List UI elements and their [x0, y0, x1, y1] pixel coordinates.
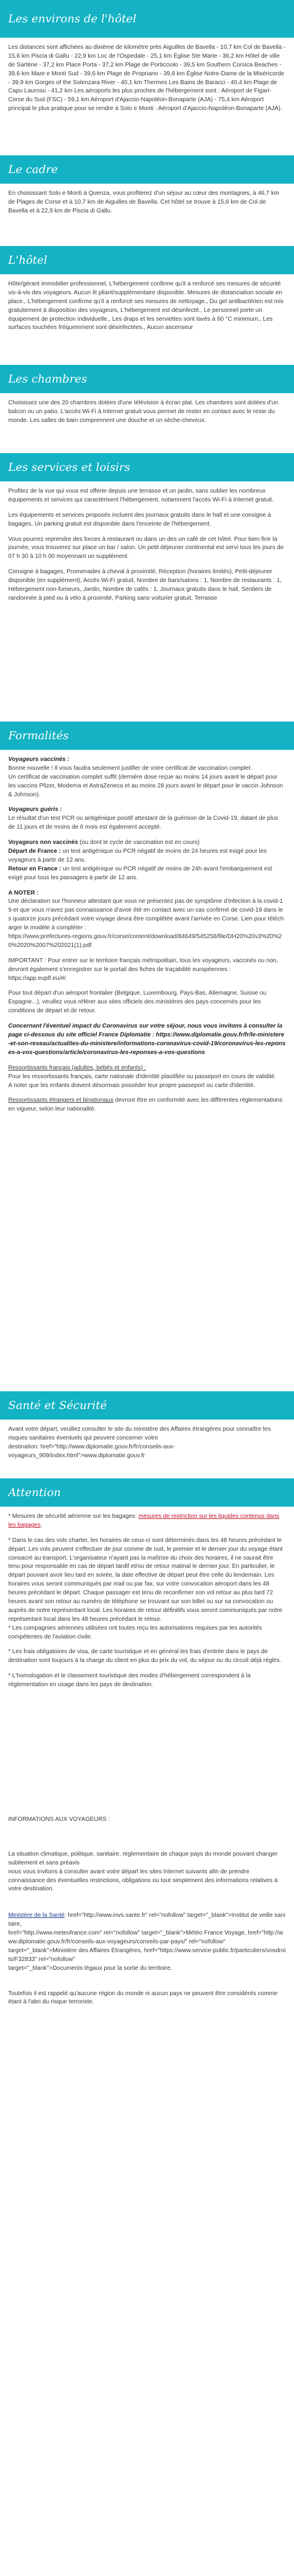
services-text-4: Consigne à bagages, Promenades à cheval à proximité, Réception (horaires limités), Petit-déjeuner disponible (en supplément), Accès Wi-Fi gratuit, Nombre de bars/salons : 1, Nombre de restaurants : 1, Hébergement non-fumeurs, Jardin, Nombre de cafés : 1, Journaux gratuits dans le hall, Sentiers de randonnée à pied ou à vélo à proximité, Parking sans voiturier gratuit, Terrasse [8, 569, 282, 601]
liquides-restriction-link[interactable]: mesures de restriction sur les liquides contenus dans les bagages [8, 1513, 279, 1528]
attention-homologation-text: * L'homologation et le classement touristique des modes d'hébergement correspondent à la réglementation en usage dans les pays de destination. [8, 1673, 251, 1688]
concernant-text: Concernant l'éventuel impact du Coronavirus sur votre séjour, nous vous invitons à consulter la page ci-dessous du site officiel France Diplomatie : https://www.diplomatie.gouv.fr/fr/le-ministere-et-son-reseau/actualites-du-ministere/informations-coronavirus-covid-19/coronavirus-les-reponses-a-vos-questions/article/coronavirus-les-reponses-a-vos-questions [8, 1023, 286, 1056]
section-environs [0, 0, 294, 155]
attention-frais-text: * Les frais obligatoires de visa, de carte touristique et en général les frais d'entrée dans le pays de destination sont toujours à la charge du client en plus du prix du vol, du séjour ou du circuit déjà réglés. [8, 1648, 282, 1664]
vaccines-heading: Voyageurs vaccinés : [8, 756, 69, 763]
section-title-attention: Attention [0, 1478, 294, 1507]
depart-heading: Départ de France : [8, 848, 61, 855]
services-text-1: Profitez de la vue qui vous est offerte depuis une terrasse et un jardin, sans oublier les nombreux équipements et services qui caractérisent l'hébergement, notamment l'accès Wi-Fi à Internet gratuit. [8, 488, 274, 503]
gueris-heading: Voyageurs guéris : [8, 806, 62, 813]
section-title-environs: Les environs de l'hôtel [0, 0, 294, 38]
section-title-chambres: Les chambres [0, 365, 294, 393]
chambres-text: Choisissez une des 20 chambres dotées d'une télévision à écran plat. Les chambres sont dotées d'un balcon ou un patio. L'accès Wi-Fi à Internet gratuit vous permet de rester en contact avec le reste du monde. Les salles de bain comprennent une douche et un sèche-cheveux. [8, 400, 279, 424]
retour-heading: Retour en France : [8, 865, 62, 872]
section-chambres [0, 365, 294, 453]
depart-text: un test antigénique ou PCR négatif de moins de 24 heures est exigé pour les voyageurs à partir de 12 ans. [8, 848, 267, 863]
section-hotel [0, 246, 294, 365]
sante-text: Avant votre départ, veuillez consulter le site du ministère des Affaires étrangères pour connaître les risques sanitaires éventuels qui peuvent concerner votre destination: href="http://www.diplomatie.gouv.fr/fr/conseils-aux-voyageurs_909/index.html">www.diplomatie.gouv.fr [8, 1426, 271, 1459]
terrorisme-text: Toutefois il est rappelé qu'aucune région du monde ni aucun pays ne peuvent être considérés comme étant à l'abri du risque terroriste. [8, 1990, 278, 2006]
section-cadre [0, 155, 294, 246]
section-title-hotel: L'hôtel [0, 246, 294, 274]
hotel-text: Hôte/gérant immobilier professionnel, L'hébergement confirme qu'il a renforcé ses mesures de sécurité vis-à-vis des voyageurs. Aucun lit pliant/supplémentaire disponible. Mesures de distanciation sociale en place., L'hébergement confirme qu'il a renforcé ses mesures de nettoyage., Du gel antibactérien est mis gratuitement à disposition des voyageurs, L'hébergement est désinfecté., Le personnel porte un équipement de protection individuelle., Les draps et les serviettes sont lavés à 60 °C minimum., Les surfaces touchées fréquemment sont désinfectées., Aucun ascenseur [8, 281, 284, 331]
section-title-services: Les services et loisirs [0, 453, 294, 481]
attention-bagages-text: * Mesures de sécurité aérienne sur les bagages: [8, 1513, 139, 1520]
section-formalites [0, 722, 294, 1391]
environs-text: Les distances sont affichées au dixième de kilomètre près Aiguilles de Bavella - 10,7 km Col de Bavella - 15,6 km Piscia di Gallu - 22,9 km Loc de l'Ospedale - 25,1 km Église Ste Marie - 36,2 km Hôtel de ville de Sartène - 37,2 km Place Porta - 37,2 km Plage de Porticciolo - 39,5 km Southern Corsica Beaches - 39,6 km Mare e Monti Sud - 39,6 km Plage de Propriano - 39,8 km Église Notre-Dame de la Miséricorde - 39,9 km Gorges of the Solenzara River - 40,1 km Thermes Les Bains de Baracci - 40,4 km Plage de Capu Laurosu - 41,2 km Les aéroports les plus proches de l'hébergement sont : Aéroport de Figari-Corse du Sud (FSC) - 59,1 km Aéroport d'Ajaccio-Napoléon-Bonaparte (AJA) - 75,4 km Aéroport principal le plus pratique pour se rendre à Solo e Monti : Aéroport d'Ajaccio-Napoléon-Bonaparte (AJA). [8, 44, 286, 112]
informations-text: La situation climatique, politique, sanitaire, réglementaire de chaque pays du monde pouvant changer subitement et sans préavis nous vous invitons à consulter avant votre départ les sites Internet suivants afin de prendre connaissance des éventuelles restrictions, obligations ou tout simplement des informations relatives à votre destination. [8, 1850, 278, 1893]
anoter-text: Une déclaration sur l'honneur attestant que vous ne présentez pas de symptôme d'infection à la covid-19 et que vous n'avez pas connaissance d'avoir été en contact avec un cas confirmé de covid-19 dans les quatorze jours précédant votre voyage devra être complétée avant l'arrivée en Corse. Lien pour télécharger le modèle à compléter : https://www.prefectures-regions.gouv.fr/corse/content/download/84649/545258/file/DH20%20v3%20%20%2020%2007%202021(1).pdf [8, 898, 284, 949]
section-title-cadre: Le cadre [0, 155, 294, 184]
vaccines-text: Bonne nouvelle ! Il vous faudra seulement justifier de votre certificat de vaccination complet. Un certificat de vaccination complet suffit (dernière dose reçue au moins 14 jours avant le départ pour les vaccins Pfizer, Moderna et AstraZeneca et au moins 28 jours avant le départ pour le vaccin Johnson & Johnson). [8, 765, 283, 798]
section-sante [0, 1391, 294, 1478]
services-text-2: Les équipements et services proposés incluent des journaux gratuits dans le hall et une consigne à bagages. Un parking gratuit est disponible dans l'enceinte de l'hébergement. [8, 511, 271, 527]
ressortissants-etrangers-text: devront être en conformité avec les différentes réglementations en vigueur, selon leur nationalité. [8, 1097, 283, 1113]
section-services [0, 453, 294, 722]
section-title-sante: Santé et Sécurité [0, 1391, 294, 1420]
ministere-sante-link[interactable]: Ministère de la Santé [8, 1912, 65, 1919]
section-informations [0, 1816, 294, 2007]
important-text: IMPORTANT : Pour entrer sur le territoire français métropolitain, tous les voyageurs, vaccinés ou non, devront également s'enregistrer sur le portail des fiches de traçabilité européennes : https://app.euplf.eu/#/ [8, 957, 278, 982]
pourtout-text: Pour tout départ d'un aéroport frontalier (Belgique, Luxembourg, Pays-Bas, Allemagne, Suisse ou Espagne...), veuillez vous référer aux sites officiels des ministères des pays concernés pour les conditions de départ et de retour. [8, 990, 267, 1015]
ressortissants-francais-text: Pour les ressortissants français, carte nationale d'identité plastifiée ou passeport en cours de validité. A noter que les enfants doivent désormais posséder leur propre passeport ou carte d'identité. [8, 1073, 276, 1089]
nonvacc-heading: Voyageurs non vaccinés [8, 839, 78, 846]
informations-heading: INFORMATIONS AUX VOYAGEURS : [8, 1816, 110, 1823]
ressortissants-etrangers-link[interactable]: Ressortissants étrangers et binationaux [8, 1097, 113, 1104]
nonvacc-rest: (ou dont le cycle de vaccination est en cours) [78, 839, 200, 846]
section-title-formalites: Formalités [0, 722, 294, 750]
ressortissants-francais-link[interactable]: Ressortissants français (adultes, bébés et enfants) : [8, 1064, 146, 1071]
retour-text: un test antigénique ou PCR négatif de moins de 24h avant l'embarquement est exigé pour tous les passagers à partir de 12 ans. [8, 865, 272, 881]
gueris-text: Le résultat d'un test PCR ou antigénique positif attestant de la guérison de la Covid-19, datant de plus de 11 jours et de moins de 6 mois est également accepté. [8, 815, 278, 831]
section-attention: Attention * Mesures de sécurité aérienne sur les bagages: mesures de restriction sur les liquides contenus dans les bagages. * Dans le cas des vols charter, les horaires de ceux-ci sont déterminés dans les 48 heures précédant le départ. Les vols peuvent s'effectuer de jour comme de nuit, le premier et le dernier jour du voyage étant consacré au transport. L'organisateur n'ayant pas la maîtrise du choix des horaires, il ne saurait être tenu pour responsable en cas de départ tardif et/ou de retour matinal le dernier jour. En particulier, le départ pouvant avoir lieu tard en soirée, la date effective de départ peut être celle du lendemain. Les horaires vous seront communiqués par mail ou par fax, sur votre convocation aéroport dans les 48 heures précédant le départ. Chaque passager est tenu de reconfirmer son vol retour au plus tard 72 heures avant son retour au numéro de téléphone se trouvant sur son billet ou sur sa convocation ou auprès de notre représentant local. Les horaires de retour définitifs vous seront communiqués par notre représentant local dans les 48 heures précédant le retour. * Les compagnies aériennes utilisées ont toutes reçu les autorisations requises par les autorités compétentes de l'aviation civile. * Les frais obligatoires de visa, de carte touristique et en général les frais d'entrée dans le pays de destination sont toujours à la charge du client en plus du prix du vol, du séjour ou du circuit déjà réglés. * L'homologation et le classement touristique des modes d'hébergement correspondent à la réglementation en usage dans les pays de destination. [0, 1478, 294, 1816]
services-text-3: Vous pourrez reprendre des forces à restaurant ou dans un des un café de cet hôtel. Pour bien finir la journée, vous trouverez sur place un bar / salon. Un petit déjeuner continental est servi tous les jours de 07 h 30 à 10 h 00 moyennant un supplément. [8, 536, 284, 560]
attention-vols-text: * Dans le cas des vols charter, les horaires de ceux-ci sont déterminés dans les 48 heures précédant le départ. Les vols peuvent s'effectuer de jour comme de nuit, le premier et le dernier jour du voyage étant consacré au transport. L'organisateur n'ayant pas la maîtrise du choix des horaires, il ne saurait être tenu pour responsable en cas de départ tardif et/ou de retour matinal le dernier jour. En particulier, le départ pouvant avoir lieu tard en soirée, la date effective de départ peut être celle du lendemain. Les horaires vous seront communiqués par mail ou par fax, sur votre convocation aéroport dans les 48 heures précédant le départ. Chaque passager est tenu de reconfirmer son vol retour au plus tard 72 heures avant son retour au numéro de téléphone se trouvant sur son billet ou sur sa convocation ou auprès de notre représentant local. Les horaires de retour définitifs vous seront communiqués par notre représentant local dans les 48 heures précédant le retour. * Les compagnies aériennes utilisées ont toutes reçu les autorisations requises par les autorités compétentes de l'aviation civile. [8, 1537, 283, 1640]
informations-links-text: : href="http://www.invs.sante.fr" rel="nofollow" target="_blank">Institut de veille sanitaire, href="http://www.meteofrance.com" rel="nofollow" target="_blank">Météo France Voyage, href="http://www.diplomatie.gouv.fr/fr/conseils-aux-voyageurs/conseils-par-pays/" rel="nofollow" target="_blank">Ministère des Affaires Étrangères, href="https://www.service-public.fr/particuliers/vosdroits/F32833" rel="nofollow" target="_blank">Documents légaux pour la sortie du territoire. [8, 1912, 286, 1972]
cadre-text: En choisissant Solo e Monti à Quenza, vous profiterez d'un séjour au cœur des montagnes, à 46,7 km de Plages de Corse et à 10,7 km de Aiguilles de Bavella. Cet hôtel se trouve à 15,6 km de Col de Bavella et à 22,9 km de Piscia di Gallu. [8, 190, 279, 214]
anoter-heading: A NOTER : [8, 889, 39, 896]
